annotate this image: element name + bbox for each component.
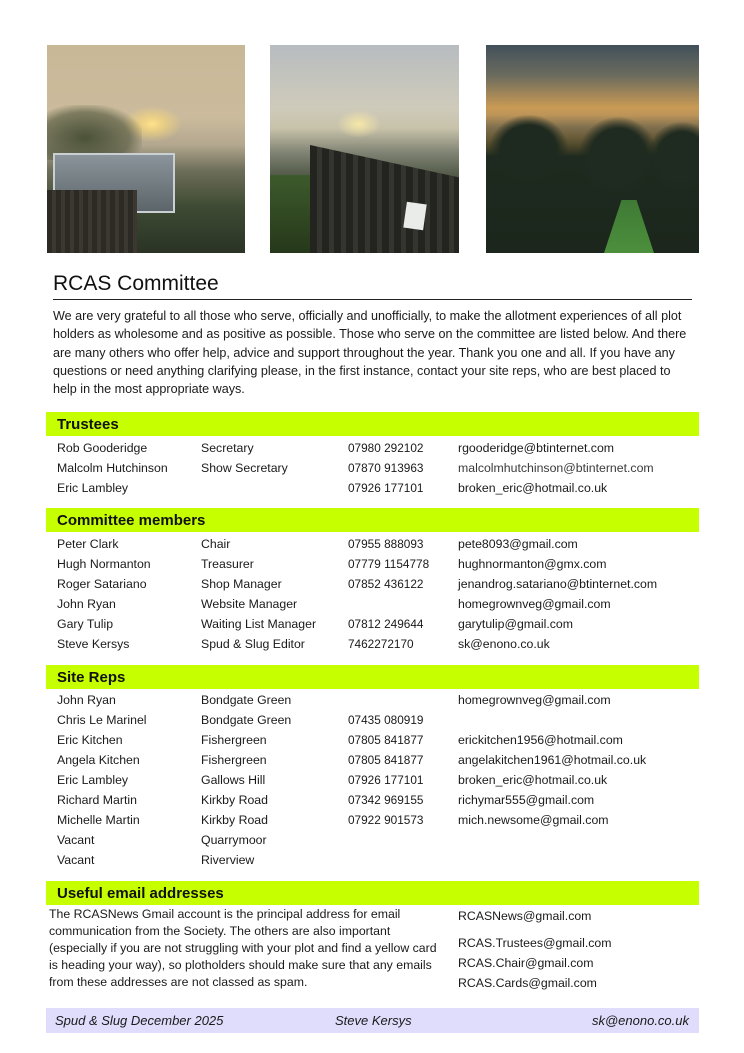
rep-name: Eric Kitchen <box>57 733 123 747</box>
trees <box>486 115 699 253</box>
rep-phone: 07926 177101 <box>348 773 424 787</box>
rep-site: Fishergreen <box>201 753 267 767</box>
rep-phone: 07805 841877 <box>348 753 424 767</box>
member-email[interactable]: homegrownveg@gmail.com <box>458 597 611 611</box>
rep-phone: 07435 080919 <box>348 713 424 727</box>
rep-name: Richard Martin <box>57 793 137 807</box>
email-link-trustees[interactable]: RCAS.Trustees@gmail.com <box>458 936 612 950</box>
member-name: Steve Kersys <box>57 637 130 651</box>
rep-name: Vacant <box>57 853 95 867</box>
sign <box>403 202 426 231</box>
site-reps-table <box>57 690 697 870</box>
rep-phone: 07922 901573 <box>348 813 424 827</box>
member-phone: 07812 249644 <box>348 617 424 631</box>
section-heading-useful-emails: Useful email addresses <box>46 881 699 905</box>
rep-site: Kirkby Road <box>201 793 268 807</box>
table-row <box>57 750 697 770</box>
table-row <box>57 594 697 614</box>
rep-name: Michelle Martin <box>57 813 140 827</box>
member-phone: 07926 177101 <box>348 481 424 495</box>
member-email[interactable]: broken_eric@hotmail.co.uk <box>458 481 608 495</box>
photo-misty-shed <box>47 45 245 253</box>
table-row <box>57 634 697 654</box>
intro-paragraph: We are very grateful to all those who serve, officially and unofficially, to make the allotment experiences of all plot holders as wholesome and as positive as possible. Those who serve on the committee are listed below. And there are many others who offer help, advice and support throughout the year. Thank you one and all. If you have any questions or need anything clarifying please, in the first instance, contact your site reps, who are best placed to help in the most appropriate ways. <box>53 309 687 397</box>
table-row <box>57 770 697 790</box>
table-row <box>57 730 697 750</box>
rep-name: Chris Le Marinel <box>57 713 147 727</box>
member-role: Waiting List Manager <box>201 617 317 631</box>
table-row <box>57 438 697 458</box>
rep-site: Fishergreen <box>201 733 267 747</box>
section-heading-trustees: Trustees <box>46 412 699 436</box>
fence <box>47 190 137 253</box>
rep-name: Eric Lambley <box>57 773 129 787</box>
email-link-rcasnews[interactable]: RCASNews@gmail.com <box>458 909 592 923</box>
rep-email[interactable]: homegrownveg@gmail.com <box>458 693 611 707</box>
member-email[interactable]: garytulip@gmail.com <box>458 617 573 631</box>
email-link-cards[interactable]: RCAS.Cards@gmail.com <box>458 976 597 990</box>
rep-email[interactable]: richymar555@gmail.com <box>458 793 595 807</box>
table-row <box>57 478 697 498</box>
rep-site: Bondgate Green <box>201 693 292 707</box>
rep-email[interactable]: broken_eric@hotmail.co.uk <box>458 773 608 787</box>
member-role: Secretary <box>201 441 254 455</box>
member-email[interactable]: pete8093@gmail.com <box>458 537 578 551</box>
fence <box>310 145 459 253</box>
rep-site: Gallows Hill <box>201 773 266 787</box>
member-name: Hugh Normanton <box>57 557 151 571</box>
table-row <box>57 830 697 850</box>
member-phone: 07980 292102 <box>348 441 424 455</box>
member-role: Chair <box>201 537 231 551</box>
table-row <box>57 710 697 730</box>
member-role: Treasurer <box>201 557 254 571</box>
member-role: Spud & Slug Editor <box>201 637 305 651</box>
member-email[interactable]: rgooderidge@btinternet.com <box>458 441 615 455</box>
rep-name: John Ryan <box>57 693 116 707</box>
rep-email[interactable]: mich.newsome@gmail.com <box>458 813 609 827</box>
member-email[interactable]: jenandrog.satariano@btinternet.com <box>458 577 658 591</box>
footer-email[interactable]: sk@enono.co.uk <box>591 1013 689 1028</box>
section-heading-committee: Committee members <box>46 508 699 532</box>
member-role: Show Secretary <box>201 461 288 475</box>
rep-site: Kirkby Road <box>201 813 268 827</box>
email-link-chair[interactable]: RCAS.Chair@gmail.com <box>458 956 594 970</box>
section-heading-site-reps: Site Reps <box>46 665 699 689</box>
table-row <box>57 534 697 554</box>
rep-name: Vacant <box>57 833 95 847</box>
table-row <box>57 614 697 634</box>
table-row <box>57 574 697 594</box>
grass <box>270 175 315 253</box>
footer-editor: Steve Kersys <box>335 1013 412 1028</box>
member-email[interactable]: hughnormanton@gmx.com <box>458 557 607 571</box>
page-footer <box>46 1008 699 1033</box>
table-row <box>57 458 697 478</box>
trustees-table <box>57 438 697 498</box>
member-name: Roger Satariano <box>57 577 147 591</box>
member-name: Gary Tulip <box>57 617 114 631</box>
photo-sunset-path <box>486 45 699 253</box>
table-row <box>57 790 697 810</box>
rep-site: Quarrymoor <box>201 833 267 847</box>
member-email[interactable]: malcolmhutchinson@btinternet.com <box>458 461 654 475</box>
member-phone: 07870 913963 <box>348 461 424 475</box>
footer-publication: Spud & Slug December 2025 <box>55 1013 224 1028</box>
table-row <box>57 810 697 830</box>
rep-phone: 07805 841877 <box>348 733 424 747</box>
committee-table <box>57 534 697 654</box>
useful-emails-description: The RCASNews Gmail account is the principal address for email communication from the Society. The others are also important (especially if you are not struggling with your plot and find a yellow card is heading your way), so plotholders should make sure that any emails from these addresses are not classed as spam. <box>49 907 437 989</box>
member-name: John Ryan <box>57 597 116 611</box>
member-phone: 7462272170 <box>348 637 414 651</box>
member-name: Malcolm Hutchinson <box>57 461 168 475</box>
rep-phone: 07342 969155 <box>348 793 424 807</box>
page-title: RCAS Committee <box>53 273 692 300</box>
member-name: Eric Lambley <box>57 481 129 495</box>
member-email[interactable]: sk@enono.co.uk <box>458 637 550 651</box>
table-row <box>57 554 697 574</box>
rep-email[interactable]: erickitchen1956@hotmail.com <box>458 733 623 747</box>
member-role: Shop Manager <box>201 577 282 591</box>
member-name: Peter Clark <box>57 537 119 551</box>
rep-site: Riverview <box>201 853 255 867</box>
table-row <box>57 850 697 870</box>
rep-name: Angela Kitchen <box>57 753 140 767</box>
member-phone: 07955 888093 <box>348 537 424 551</box>
member-name: Rob Gooderidge <box>57 441 148 455</box>
trees <box>47 105 142 160</box>
photo-misty-fence <box>270 45 459 253</box>
member-phone: 07852 436122 <box>348 577 424 591</box>
rep-site: Bondgate Green <box>201 713 292 727</box>
member-phone: 07779 1154778 <box>348 557 430 571</box>
rep-email[interactable]: angelakitchen1961@hotmail.co.uk <box>458 753 647 767</box>
table-row <box>57 690 697 710</box>
member-role: Website Manager <box>201 597 298 611</box>
